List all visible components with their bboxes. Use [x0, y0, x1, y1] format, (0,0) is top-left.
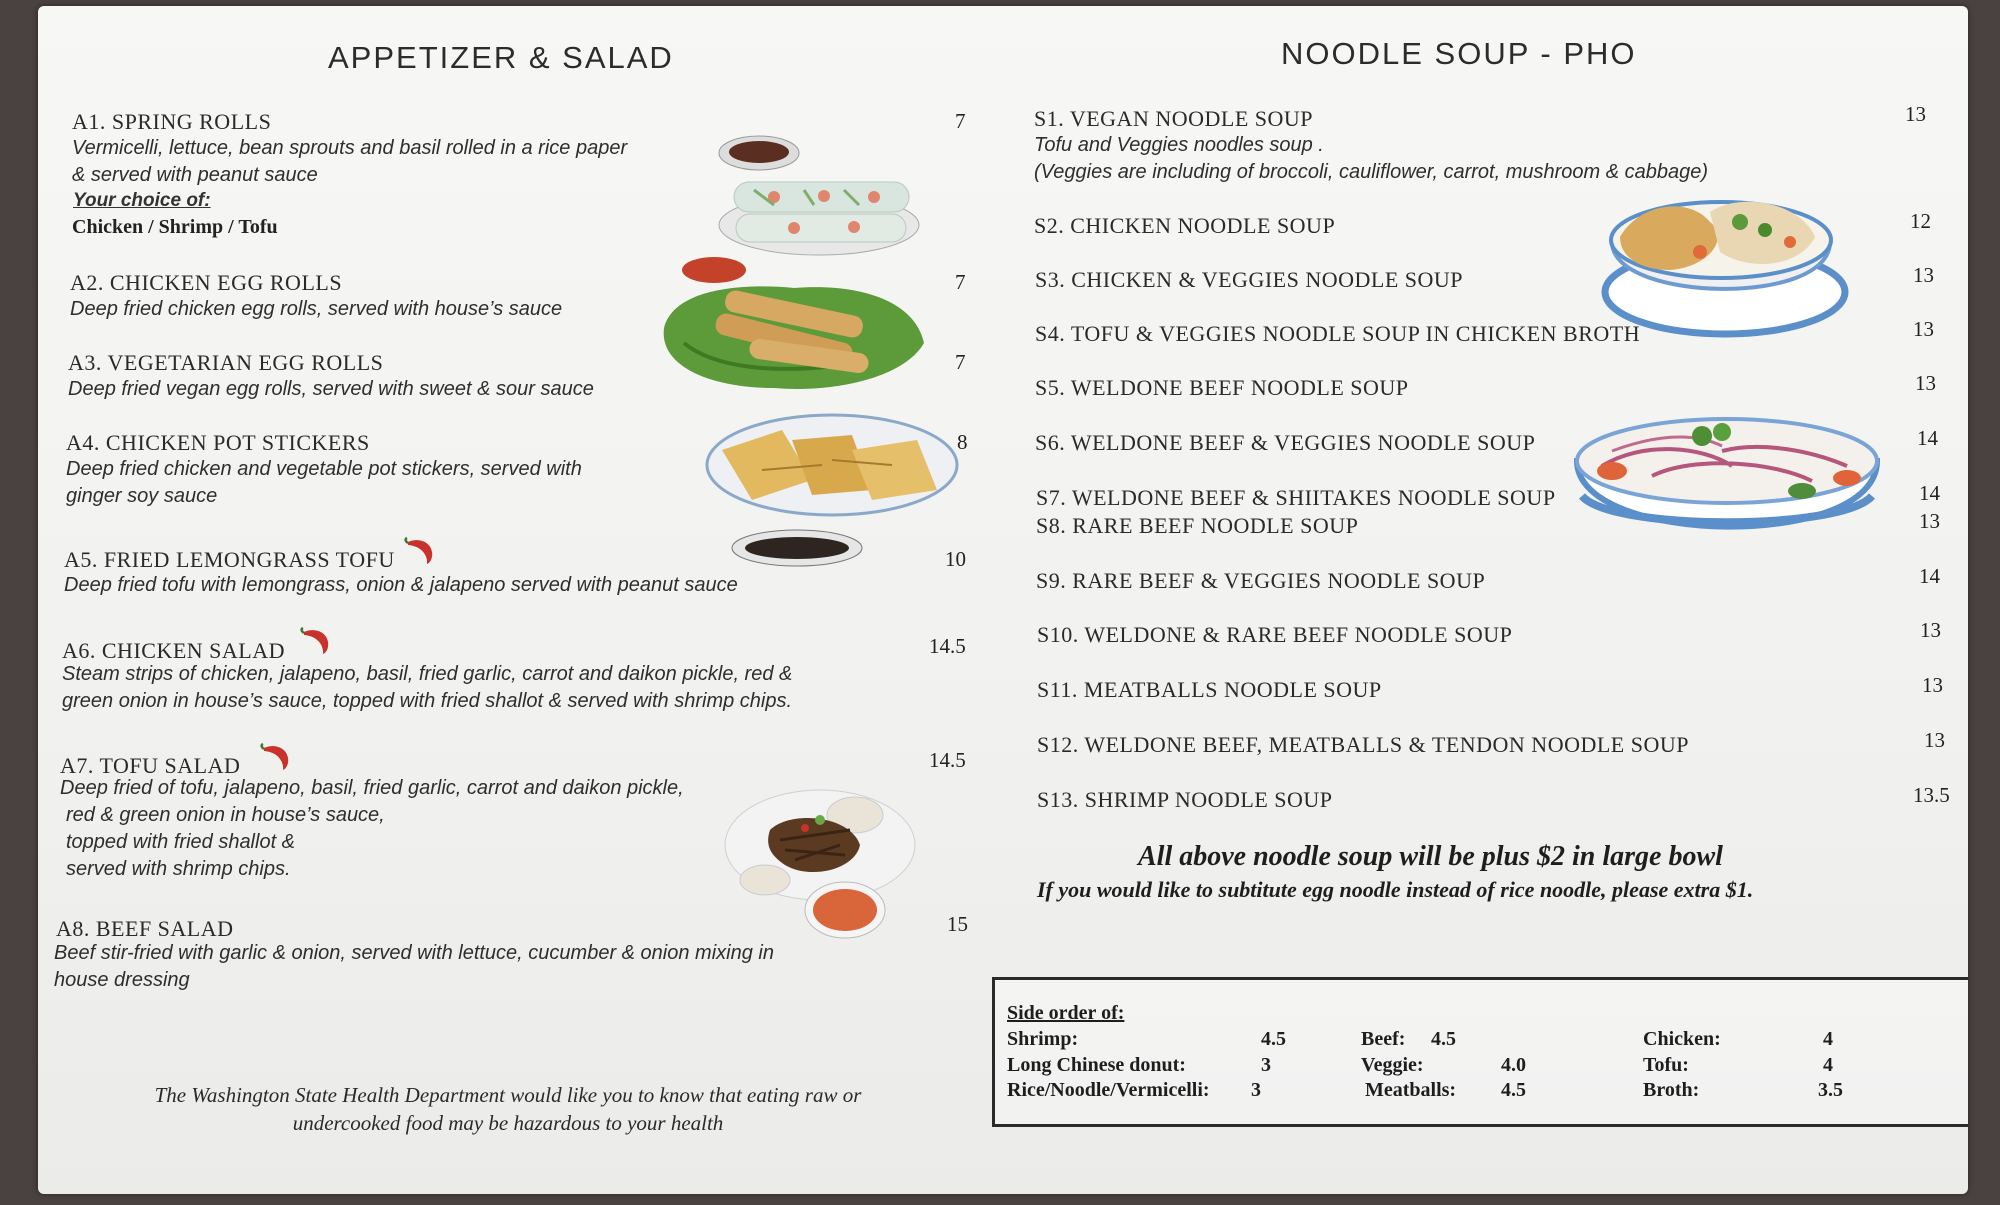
egg-noodle-note: If you would like to subtitute egg noodle instead of rice noodle, please extra $1.	[1037, 877, 1754, 902]
menu-item-price: 13	[1905, 102, 1926, 126]
side-item-price: 4.5	[1261, 1028, 1286, 1050]
chili-pepper-icon	[404, 536, 438, 566]
menu-item-description: Deep fried tofu with lemongrass, onion & jalapeno served with peanut sauce	[64, 574, 738, 596]
side-item-price: 4.5	[1431, 1028, 1456, 1050]
menu-item-price: 13	[1919, 509, 1940, 533]
menu-item-name: A4. CHICKEN POT STICKERS	[66, 430, 370, 455]
menu-item-price: 14	[1919, 481, 1940, 505]
side-item-price: 4.0	[1501, 1054, 1526, 1076]
side-item-label: Chicken:	[1643, 1028, 1721, 1050]
menu-item-description: Deep fried vegan egg rolls, served with sweet & sour sauce	[68, 378, 594, 400]
side-item-price: 3	[1251, 1079, 1261, 1101]
menu-item-price: 13	[1920, 618, 1941, 642]
side-order-title: Side order of:	[1007, 1002, 1125, 1024]
menu-item-price: 14	[1919, 564, 1940, 588]
menu-item-price: 14	[1917, 426, 1938, 450]
menu-item-price: 7	[955, 350, 966, 374]
menu-item-name: S6. WELDONE BEEF & VEGGIES NOODLE SOUP	[1035, 430, 1536, 455]
spring-rolls-photo	[714, 130, 924, 260]
choice-label: Your choice of:	[73, 190, 211, 211]
menu-item-price: 13	[1913, 263, 1934, 287]
menu-item-name: S8. RARE BEEF NOODLE SOUP	[1036, 513, 1359, 538]
menu-item-price: 13.5	[1913, 783, 1950, 807]
tofu-salad-photo	[720, 770, 950, 950]
menu-item-name: S12. WELDONE BEEF, MEATBALLS & TENDON NOODLE SOUP	[1037, 732, 1689, 757]
side-item-price: 4	[1823, 1028, 1833, 1050]
menu-item-price: 13	[1924, 728, 1945, 752]
noodle-soup-heading: NOODLE SOUP - PHO	[1281, 36, 1637, 71]
menu-item-name: A3. VEGETARIAN EGG ROLLS	[68, 350, 384, 375]
menu-item-name: S1. VEGAN NOODLE SOUP	[1034, 106, 1314, 131]
menu-item-name: S10. WELDONE & RARE BEEF NOODLE SOUP	[1037, 622, 1513, 647]
menu-item-name: S2. CHICKEN NOODLE SOUP	[1034, 213, 1336, 238]
menu-item-name: S4. TOFU & VEGGIES NOODLE SOUP IN CHICKEN BROTH	[1035, 321, 1641, 346]
menu-item-price: 8	[957, 430, 968, 454]
menu-item-description: Beef stir-fried with garlic & onion, served with lettuce, cucumber & onion mixing in house dressing	[54, 942, 774, 991]
side-item-price: 3.5	[1818, 1079, 1843, 1101]
menu-item-description: Vermicelli, lettuce, bean sprouts and basil rolled in a rice paper & served with peanut sauce	[72, 137, 628, 186]
menu-item-name: A2. CHICKEN EGG ROLLS	[70, 270, 343, 295]
menu-item-description: Deep fried of tofu, jalapeno, basil, fried garlic, carrot and daikon pickle, red & green onion in house’s sauce, topped with fried shallot & served with shrimp chips.	[60, 777, 684, 880]
menu-item-price: 13	[1913, 317, 1934, 341]
menu-item-price: 7	[955, 109, 966, 133]
menu-item-price: 13	[1915, 371, 1936, 395]
side-item-price: 3	[1261, 1054, 1271, 1076]
menu-item-name: S3. CHICKEN & VEGGIES NOODLE SOUP	[1035, 267, 1464, 292]
chili-pepper-icon	[260, 742, 294, 772]
menu-item-description: Steam strips of chicken, jalapeno, basil, fried garlic, carrot and daikon pickle, red & green onion in house’s sauce, topped with fried shallot & served with shrimp chips.	[62, 663, 793, 712]
beef-pho-photo	[1572, 406, 1892, 566]
menu-item-description: Deep fried chicken and vegetable pot stickers, served with ginger soy sauce	[66, 458, 582, 507]
egg-rolls-photo	[654, 248, 934, 398]
menu-item-name: A6. CHICKEN SALAD	[62, 638, 285, 663]
side-order-box	[992, 977, 1968, 1127]
menu-item-name: A8. BEEF SALAD	[56, 916, 234, 941]
menu-item-name: A5. FRIED LEMONGRASS TOFU	[64, 547, 395, 572]
menu-item-name: S13. SHRIMP NOODLE SOUP	[1037, 787, 1333, 812]
menu-item-name: A7. TOFU SALAD	[60, 753, 241, 778]
health-notice: The Washington State Health Department would like you to know that eating raw or undercooked food may be hazardous to your health	[154, 1083, 862, 1135]
menu-sheet	[38, 6, 1968, 1194]
menu-item-price: 7	[955, 270, 966, 294]
appetizer-heading: APPETIZER & SALAD	[328, 40, 674, 75]
side-item-label: Veggie:	[1361, 1054, 1424, 1076]
menu-item-name: S11. MEATBALLS NOODLE SOUP	[1037, 677, 1382, 702]
chili-pepper-icon	[300, 626, 334, 656]
side-item-label: Rice/Noodle/Vermicelli:	[1007, 1079, 1210, 1101]
pot-stickers-photo	[702, 410, 962, 570]
menu-item-name: S9. RARE BEEF & VEGGIES NOODLE SOUP	[1036, 568, 1486, 593]
menu-item-description: Deep fried chicken egg rolls, served with house’s sauce	[70, 298, 563, 320]
menu-item-price: 14.5	[929, 634, 966, 658]
menu-item-price: 12	[1910, 209, 1931, 233]
side-item-label: Beef:	[1361, 1028, 1406, 1050]
menu-item-price: 15	[947, 912, 968, 936]
side-item-price: 4.5	[1501, 1079, 1526, 1101]
choice-options: Chicken / Shrimp / Tofu	[72, 216, 278, 238]
menu-item-price: 13	[1922, 673, 1943, 697]
side-item-label: Broth:	[1643, 1079, 1700, 1101]
menu-item-price: 14.5	[929, 748, 966, 772]
menu-item-price: 10	[945, 547, 966, 571]
side-item-label: Long Chinese donut:	[1007, 1054, 1186, 1076]
side-item-label: Shrimp:	[1007, 1028, 1079, 1050]
menu-item-name: A1. SPRING ROLLS	[72, 109, 272, 134]
side-item-price: 4	[1823, 1054, 1833, 1076]
menu-item-name: S7. WELDONE BEEF & SHIITAKES NOODLE SOUP	[1036, 485, 1556, 510]
large-bowl-note: All above noodle soup will be plus $2 in large bowl	[1138, 841, 1723, 872]
side-item-label: Tofu:	[1643, 1054, 1689, 1076]
menu-item-description: Tofu and Veggies noodles soup . (Veggies are including of broccoli, cauliflower, carrot, mushroom & cabbage)	[1034, 134, 1709, 183]
menu-item-name: S5. WELDONE BEEF NOODLE SOUP	[1035, 375, 1409, 400]
side-item-label: Meatballs:	[1365, 1079, 1457, 1101]
chicken-noodle-soup-photo	[1600, 182, 1860, 342]
